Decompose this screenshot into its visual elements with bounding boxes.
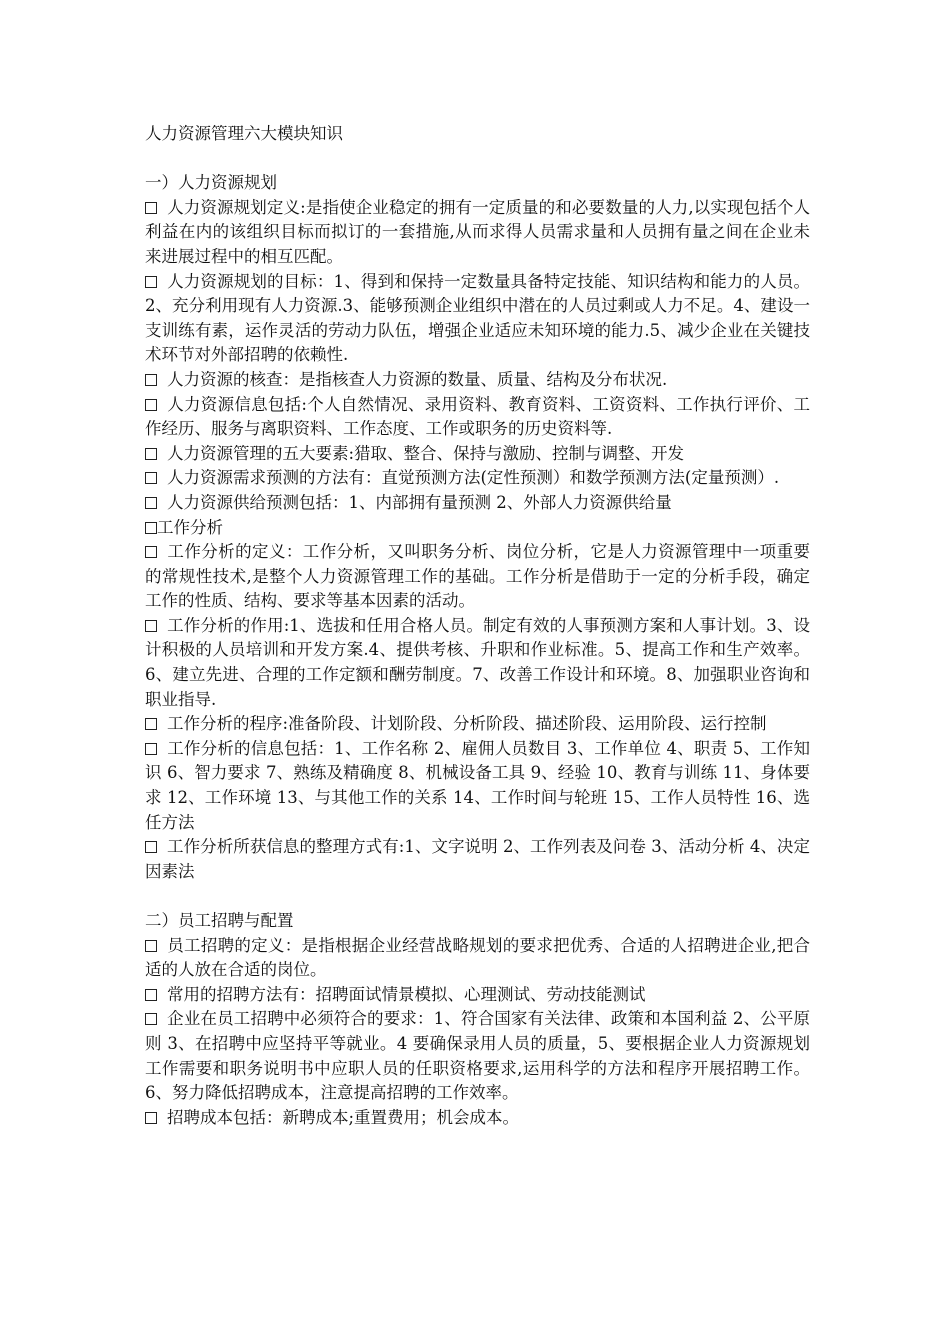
item-text: 工作分析的定义：工作分析，又叫职务分析、岗位分析，它是人力资源管理中一项重要的常规性技术,是整个人力资源管理工作的基础。工作分析是借助于一定的分析手段，确定工作的性质、结构、要求等基本因素的活动。 — [145, 542, 810, 611]
list-item — [145, 1007, 810, 1105]
item-text: 人力资源信息包括:个人自然情况、录用资料、教育资料、工资资料、工作执行评价、工作经历、服务与离职资料、工作态度、工作或职务的历史资料等. — [145, 394, 810, 439]
item-text: 常用的招聘方法有：招聘面试情景模拟、心理测试、劳动技能测试 — [167, 984, 646, 1004]
checkbox-square-icon — [145, 374, 157, 386]
section-heading: 一）人力资源规划 — [145, 173, 277, 193]
checkbox-square-icon — [145, 202, 157, 214]
list-item — [145, 368, 810, 393]
list-item — [145, 934, 810, 983]
item-text: 员工招聘的定义：是指根据企业经营战略规划的要求把优秀、合适的人招聘进企业,把合适的人放在合适的岗位。 — [145, 935, 810, 980]
item-text: 工作分析的程序:准备阶段、计划阶段、分析阶段、描述阶段、运用阶段、运行控制 — [167, 714, 767, 734]
item-text: 工作分析的信息包括：1、工作名称 2、雇佣人员数目 3、工作单位 4、职责 5、工作知识 6、智力要求 7、熟练及精确度 8、机械设备工具 9、经验 10、教育与训练 11、身体要求 12、工作环境 13、与其他工作的关系 14、工作时间与轮班 15、工作人员特性 16、选任方法 — [145, 738, 810, 832]
section-2 — [145, 909, 810, 1130]
item-text: 招聘成本包括：新聘成本;重置费用；机会成本。 — [167, 1107, 520, 1127]
list-item — [145, 983, 810, 1008]
checkbox-square-icon — [145, 743, 157, 755]
document-title: 人力资源管理六大模块知识 — [145, 124, 343, 143]
list-item — [145, 491, 810, 516]
list-item — [145, 516, 810, 541]
item-text: 工作分析的作用:1、选拔和任用合格人员。制定有效的人事预测方案和人事计划。3、设计积极的人员培训和开发方案.4、提供考核、升职和作业标准。5、提高工作和生产效率。6、建立先进、合理的工作定额和酬劳制度。7、改善工作设计和环境。8、加强职业咨询和职业指导. — [145, 615, 810, 709]
checkbox-square-icon — [145, 399, 157, 411]
checkbox-square-icon — [145, 989, 157, 1001]
checkbox-square-icon — [145, 276, 157, 288]
checkbox-square-icon — [145, 1013, 157, 1025]
document-body — [145, 171, 810, 1130]
list-item — [145, 614, 810, 712]
checkbox-square-icon — [145, 620, 157, 632]
item-text: 人力资源需求预测的方法有：直觉预测方法(定性预测）和数学预测方法(定量预测）. — [167, 468, 780, 488]
item-text: 人力资源供给预测包括：1、内部拥有量预测 2、外部人力资源供给量 — [167, 492, 672, 512]
checkbox-square-icon — [145, 448, 157, 460]
checkbox-square-icon — [145, 841, 157, 853]
checkbox-square-icon — [145, 497, 157, 509]
item-text: 工作分析 — [157, 517, 223, 537]
item-text: 企业在员工招聘中必须符合的要求：1、符合国家有关法律、政策和本国利益 2、公平原则 3、在招聘中应坚持平等就业。4 要确保录用人员的质量，5、要根据企业人力资源规划工作需要和职务说明书中应职人员的任职资格要求,运用科学的方法和程序开展招聘工作。6、努力降低招聘成本，注意提高招聘的工作效率。 — [145, 1009, 810, 1103]
list-item — [145, 196, 810, 270]
item-text: 人力资源的核查：是指核查人力资源的数量、质量、结构及分布状况. — [167, 369, 668, 389]
section-1 — [145, 171, 810, 884]
list-item — [145, 270, 810, 368]
list-item — [145, 1106, 810, 1131]
item-text: 工作分析所获信息的整理方式有:1、文字说明 2、工作列表及问卷 3、活动分析 4、决定因素法 — [145, 837, 810, 881]
section-heading: 二）员工招聘与配置 — [145, 911, 294, 930]
list-item — [145, 540, 810, 614]
item-text: 人力资源规划定义:是指使企业稳定的拥有一定质量的和必要数量的人力,以实现包括个人利益在内的该组织目标而拟订的一套措施,从而求得人员需求量和人员拥有量之间在企业未来进展过程中的相互匹配。 — [145, 197, 810, 266]
checkbox-square-icon — [145, 546, 157, 558]
checkbox-square-icon — [145, 472, 157, 484]
item-text: 人力资源规划的目标：1、得到和保持一定数量具备特定技能、知识结构和能力的人员。2、充分利用现有人力资源.3、能够预测企业组织中潜在的人员过剩或人力不足。4、建设一支训练有素，运作灵活的劳动力队伍，增强企业适应未知环境的能力.5、减少企业在关键技术环节对外部招聘的依赖性. — [145, 271, 810, 365]
document-page — [145, 122, 810, 1155]
list-item — [145, 393, 810, 442]
checkbox-square-icon — [145, 1112, 157, 1124]
list-item — [145, 442, 810, 467]
list-item — [145, 466, 810, 491]
list-item — [145, 835, 810, 884]
list-item — [145, 737, 810, 835]
checkbox-square-icon — [145, 718, 157, 730]
list-item — [145, 712, 810, 737]
checkbox-square-icon — [145, 940, 157, 952]
item-text: 人力资源管理的五大要素:猎取、整合、保持与激励、控制与调整、开发 — [167, 443, 685, 463]
checkbox-square-icon — [145, 522, 157, 534]
